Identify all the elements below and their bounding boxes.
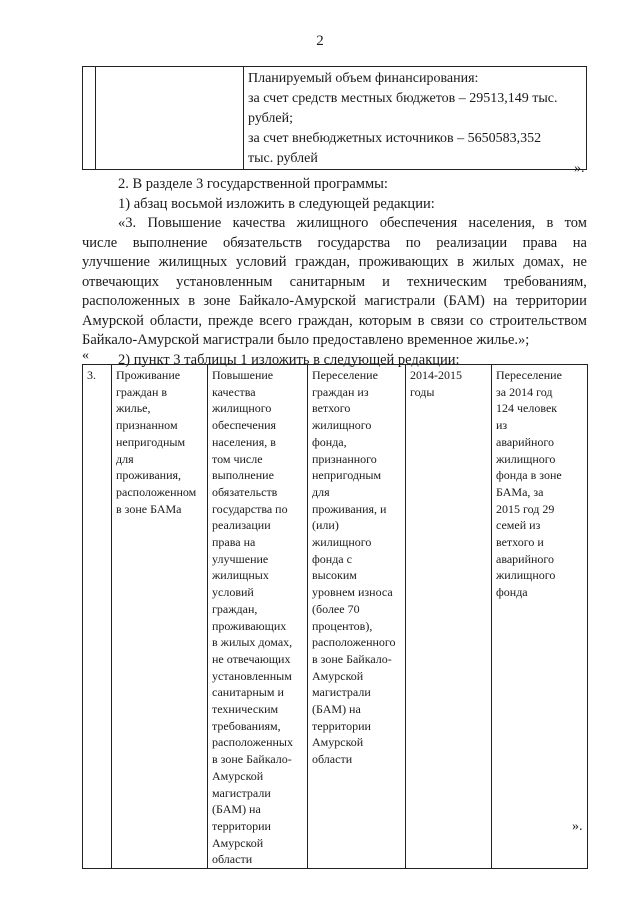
quote-word: условий — [235, 254, 287, 270]
quote-word: качества — [232, 215, 286, 231]
quote-word: Байкало-Амурской — [238, 293, 356, 309]
cell-line: аварийного — [496, 551, 555, 566]
body-text — [82, 175, 587, 370]
section-heading: 2. В разделе 3 государственной программы: — [118, 176, 388, 192]
closing-quote-top: ». — [574, 161, 585, 176]
cell-line: граждан, — [212, 601, 258, 616]
quote-line — [82, 292, 587, 312]
cell-line: (БАМ) на — [312, 702, 361, 717]
cell-line: населения, в — [212, 434, 276, 449]
financing-line: тыс. рублей — [248, 151, 318, 166]
cell-line: фонда с — [312, 551, 352, 566]
cell-line: из — [496, 418, 508, 433]
cell-line: граждан из — [312, 384, 369, 399]
quote-line — [82, 312, 587, 332]
cell-line: жилье, — [116, 401, 151, 416]
quote-word: (БАМ) — [443, 293, 485, 309]
quote-word: санитарным — [289, 273, 366, 290]
quote-word: домах, — [523, 254, 565, 270]
quote-word: граждан, — [295, 254, 351, 270]
item-1: 1) абзац восьмой изложить в следующей редакции: — [118, 195, 435, 212]
quote-word: прежде — [207, 312, 254, 329]
cell-line: в зоне БАМа — [116, 501, 182, 516]
quote-word: права — [522, 234, 558, 251]
quote-line — [82, 273, 587, 293]
cell-line: расположенных — [212, 735, 293, 750]
cell-line: фонда — [496, 585, 528, 600]
cell-line: граждан в — [116, 384, 168, 399]
financing-line: Планируемый объем финансирования: — [248, 71, 479, 86]
cell-line: Переселение — [496, 368, 562, 382]
cell-line: Амурской — [212, 835, 264, 850]
quote-word: жилищных — [158, 254, 228, 270]
cell-line: реализации — [212, 518, 271, 533]
quote-word: числе — [82, 234, 118, 251]
quote-word: «3. — [118, 215, 137, 231]
cell-line: условий — [212, 585, 254, 600]
cell-line: обязательств — [212, 484, 278, 499]
cell-line: жилищного — [496, 451, 556, 466]
page-number: 2 — [316, 33, 324, 49]
problem-cell — [112, 365, 208, 869]
cell-line: территории — [212, 818, 271, 833]
cell-line: Амурской — [312, 668, 364, 683]
quote-word: отвечающих — [82, 273, 159, 290]
table-1-row-3 — [82, 364, 588, 869]
cell-line: 2015 год 29 — [496, 501, 555, 516]
quote-word: реализации — [436, 234, 508, 251]
cell-line: государства по — [212, 501, 288, 516]
period-cell — [406, 365, 492, 869]
cell-line: фонда в зоне — [496, 468, 562, 483]
cell-line: качества — [212, 384, 256, 399]
cell-line: Проживание — [116, 368, 181, 382]
cell-line: Повышение — [212, 368, 274, 382]
quote-word: улучшение — [82, 254, 150, 270]
cell-line: семей из — [496, 518, 541, 533]
financing-table — [82, 66, 587, 170]
cell-line: (более 70 — [312, 601, 360, 616]
item-2: 2) пункт 3 таблицы 1 изложить в следующей редакции: — [118, 351, 460, 368]
cell-line: требованиям, — [212, 718, 281, 733]
financing-line: рублей; — [248, 111, 293, 126]
cell-line: непригодным — [116, 434, 186, 449]
cell-line: жилищного — [496, 568, 556, 583]
financing-table-cell-1 — [83, 67, 96, 170]
cell-line: процентов), — [312, 618, 373, 633]
cell-line: жилищного — [212, 401, 272, 416]
quote-word: в — [188, 293, 196, 309]
cell-line: улучшение — [212, 551, 269, 566]
result-cell — [492, 365, 588, 869]
financing-line: за счет средств местных бюджетов – 29513,149 тыс. — [248, 91, 558, 106]
quote-word: жилищного — [296, 215, 369, 231]
quote-word: граждан, — [297, 312, 353, 329]
cell-line: техническим — [212, 702, 279, 717]
quote-word: проживающих — [358, 254, 449, 270]
quote-word: обязательств — [223, 234, 302, 251]
cell-line: годы — [410, 384, 435, 399]
quote-word: выполнение — [132, 234, 208, 251]
quote-word: и — [382, 273, 390, 290]
quote-last-line: Байкало-Амурской магистрали было предоставлено временное жилье.»; — [82, 332, 530, 348]
quote-word: на — [572, 234, 587, 251]
quote-word: всего — [259, 312, 292, 329]
cell-line: для — [312, 484, 330, 499]
cell-line: установленным — [212, 668, 292, 683]
quote-word: Повышение — [147, 215, 222, 231]
cell-line: непригодным — [312, 468, 382, 483]
cell-line: Амурской — [312, 735, 364, 750]
task-cell — [308, 365, 406, 869]
quote-word: со — [469, 312, 484, 329]
goal-cell — [208, 365, 308, 869]
quote-word: населения, — [468, 215, 536, 231]
quote-word: в — [417, 312, 425, 329]
closing-quote-bottom: ». — [572, 819, 583, 834]
cell-line: в зоне Байкало- — [212, 752, 292, 767]
cell-line: признанном — [116, 418, 178, 433]
cell-line: за 2014 год — [496, 384, 553, 399]
quote-word: в — [457, 254, 464, 270]
quote-word: Амурской — [82, 312, 144, 329]
quote-word: расположенных — [82, 293, 180, 309]
quote-word: на — [493, 293, 508, 309]
cell-line: магистрали — [312, 685, 371, 700]
quote-word: по — [405, 234, 421, 251]
financing-table-cell-3 — [244, 67, 587, 170]
quote-word: которым — [358, 312, 412, 329]
cell-line: признанного — [312, 451, 377, 466]
cell-line: жилищных — [212, 568, 269, 583]
quoted-paragraph — [82, 214, 587, 331]
cell-line: уровнем износа — [312, 585, 393, 600]
quote-line — [82, 253, 587, 273]
cell-line: 2014-2015 — [410, 368, 462, 382]
quote-word: связи — [430, 312, 464, 329]
cell-line: права на — [212, 535, 256, 550]
quote-word: обеспечения — [379, 215, 458, 231]
cell-line: 3. — [87, 368, 96, 382]
cell-line: фонда, — [312, 434, 347, 449]
cell-line: том числе — [212, 451, 263, 466]
cell-line: выполнение — [212, 468, 274, 483]
cell-line: ветхого — [312, 401, 351, 416]
quote-word: требованиям, — [504, 273, 587, 290]
cell-line: обеспечения — [212, 418, 277, 433]
financing-line: за счет внебюджетных источников – 5650583,352 — [248, 131, 542, 146]
cell-line: проживания, и — [312, 501, 387, 516]
quote-word: не — [572, 254, 587, 270]
cell-line: для — [116, 451, 134, 466]
cell-line: расположенного — [312, 635, 396, 650]
cell-line: аварийного — [496, 434, 555, 449]
cell-line: жилищного — [312, 418, 372, 433]
cell-line: ветхого и — [496, 535, 544, 550]
cell-line: высоким — [312, 568, 357, 583]
quote-word: том — [564, 215, 587, 231]
cell-line: в жилых домах, — [212, 635, 293, 650]
financing-table-cell-2 — [96, 67, 244, 170]
cell-line: (БАМ) на — [212, 802, 261, 817]
quote-word: зоне — [203, 293, 231, 309]
cell-line: санитарным и — [212, 685, 284, 700]
quote-word: жилых — [472, 254, 515, 270]
cell-line: жилищного — [312, 535, 372, 550]
quote-word: области, — [149, 312, 202, 329]
quote-word: строительством — [489, 312, 587, 329]
quote-word: магистрали — [364, 293, 436, 309]
quote-word: государства — [317, 234, 391, 251]
quote-word: территории — [515, 293, 587, 309]
cell-line: расположенном — [116, 484, 197, 499]
cell-line: проживающих — [212, 618, 287, 633]
cell-line: в зоне Байкало- — [312, 651, 392, 666]
cell-line: магистрали — [212, 785, 271, 800]
cell-line: БАМа, за — [496, 484, 544, 499]
quote-word: установленным — [176, 273, 273, 290]
cell-line: (или) — [312, 518, 339, 533]
cell-line: Переселение — [312, 368, 378, 382]
opening-quote: « — [82, 348, 89, 363]
cell-line: Амурской — [212, 768, 264, 783]
quote-line — [82, 234, 587, 254]
quote-word: в — [546, 215, 554, 231]
cell-line: области — [312, 752, 353, 767]
cell-line: проживания, — [116, 468, 182, 483]
quote-word: техническим — [407, 273, 487, 290]
cell-line: не отвечающих — [212, 651, 291, 666]
quote-line — [82, 214, 587, 234]
row-number-cell — [83, 365, 112, 869]
cell-line: 124 человек — [496, 401, 558, 416]
cell-line: области — [212, 852, 253, 867]
cell-line: территории — [312, 718, 371, 733]
